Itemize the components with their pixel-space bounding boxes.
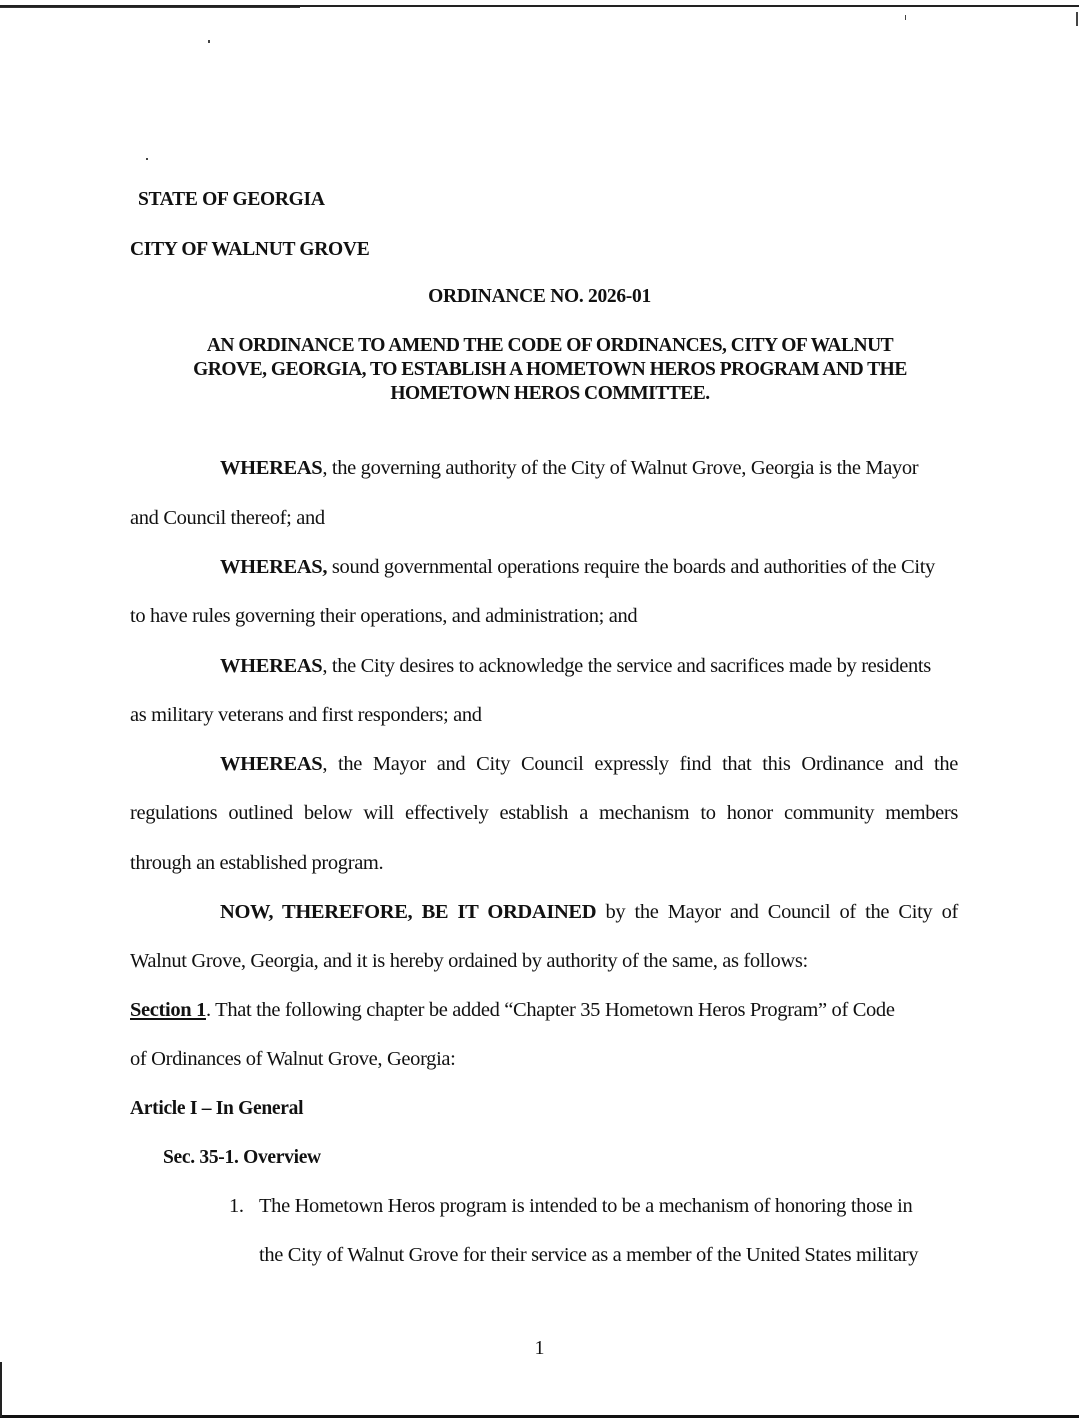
whereas-label: WHEREAS xyxy=(220,655,323,677)
enactment-label: NOW, THEREFORE, BE IT ORDAINED xyxy=(220,901,597,923)
section-1-label: Section 1 xyxy=(130,999,206,1021)
ordinance-title-line: AN ORDINANCE TO AMEND THE CODE OF ORDINANCES, CITY OF WALNUT xyxy=(206,335,894,356)
enactment-line-2: Walnut Grove, Georgia, and it is hereby ordained by authority of the same, as follows: xyxy=(130,950,808,972)
section-1-line-2: of Ordinances of Walnut Grove, Georgia: xyxy=(130,1048,456,1070)
scan-speck xyxy=(146,158,148,160)
recital-2-line-1 xyxy=(220,556,935,579)
recital-3-line-1 xyxy=(220,655,931,678)
whereas-label: WHEREAS xyxy=(220,457,323,479)
ordinance-title xyxy=(130,334,970,406)
list-item-line-1: The Hometown Heros program is intended to be a mechanism of honoring those in xyxy=(259,1195,913,1217)
list-item-line-2: the City of Walnut Grove for their service as a member of the United States military xyxy=(259,1244,919,1266)
scan-speck xyxy=(905,15,906,20)
city-heading: CITY OF WALNUT GROVE xyxy=(130,239,370,260)
scan-edge-top-secondary xyxy=(0,7,300,8)
scan-edge-left xyxy=(0,1362,2,1417)
section-1-line-1 xyxy=(130,999,895,1022)
section-1-text: . That the following chapter be added “Chapter 35 Hometown Heros Program” of Code xyxy=(206,999,895,1021)
recital-text: , the Mayor and City Council expressly find that this Ordinance and the xyxy=(322,753,958,775)
recital-2-line-2: to have rules governing their operations, and administration; and xyxy=(130,605,638,627)
ordinance-number: ORDINANCE NO. 2026-01 xyxy=(428,286,651,307)
scan-edge-bottom xyxy=(0,1415,1079,1418)
recital-4-line-2: regulations outlined below will effectively establish a mechanism to honor community members xyxy=(130,802,958,824)
recital-1-line-2: and Council thereof; and xyxy=(130,507,325,529)
article-heading: Article I – In General xyxy=(130,1098,304,1119)
whereas-label: WHEREAS, xyxy=(220,556,328,578)
recital-1-line-1 xyxy=(220,457,918,480)
recital-text: , the governing authority of the City of Walnut Grove, Georgia is the Mayor xyxy=(322,457,919,479)
enactment-line-1 xyxy=(220,901,958,924)
section-heading: Sec. 35-1. Overview xyxy=(163,1147,321,1168)
recital-3-line-2: as military veterans and first responders; and xyxy=(130,704,482,726)
scan-speck xyxy=(1076,12,1078,26)
whereas-label: WHEREAS xyxy=(220,753,323,775)
recital-4-line-3: through an established program. xyxy=(130,852,384,874)
recital-text: sound governmental operations require the boards and authorities of the City xyxy=(327,556,935,578)
page-number: 1 xyxy=(534,1337,545,1359)
state-heading: STATE OF GEORGIA xyxy=(138,189,325,210)
ordinance-title-line: GROVE, GEORGIA, TO ESTABLISH A HOMETOWN HEROS PROGRAM AND THE xyxy=(193,359,907,380)
ordinance-title-line: HOMETOWN HEROS COMMITTEE. xyxy=(390,383,710,404)
list-item-number: 1. xyxy=(229,1195,244,1217)
enactment-text: by the Mayor and Council of the City of xyxy=(596,901,958,923)
recital-4-line-1 xyxy=(220,753,958,776)
recital-text: , the City desires to acknowledge the service and sacrifices made by residents xyxy=(322,655,931,677)
scan-speck xyxy=(208,40,210,43)
